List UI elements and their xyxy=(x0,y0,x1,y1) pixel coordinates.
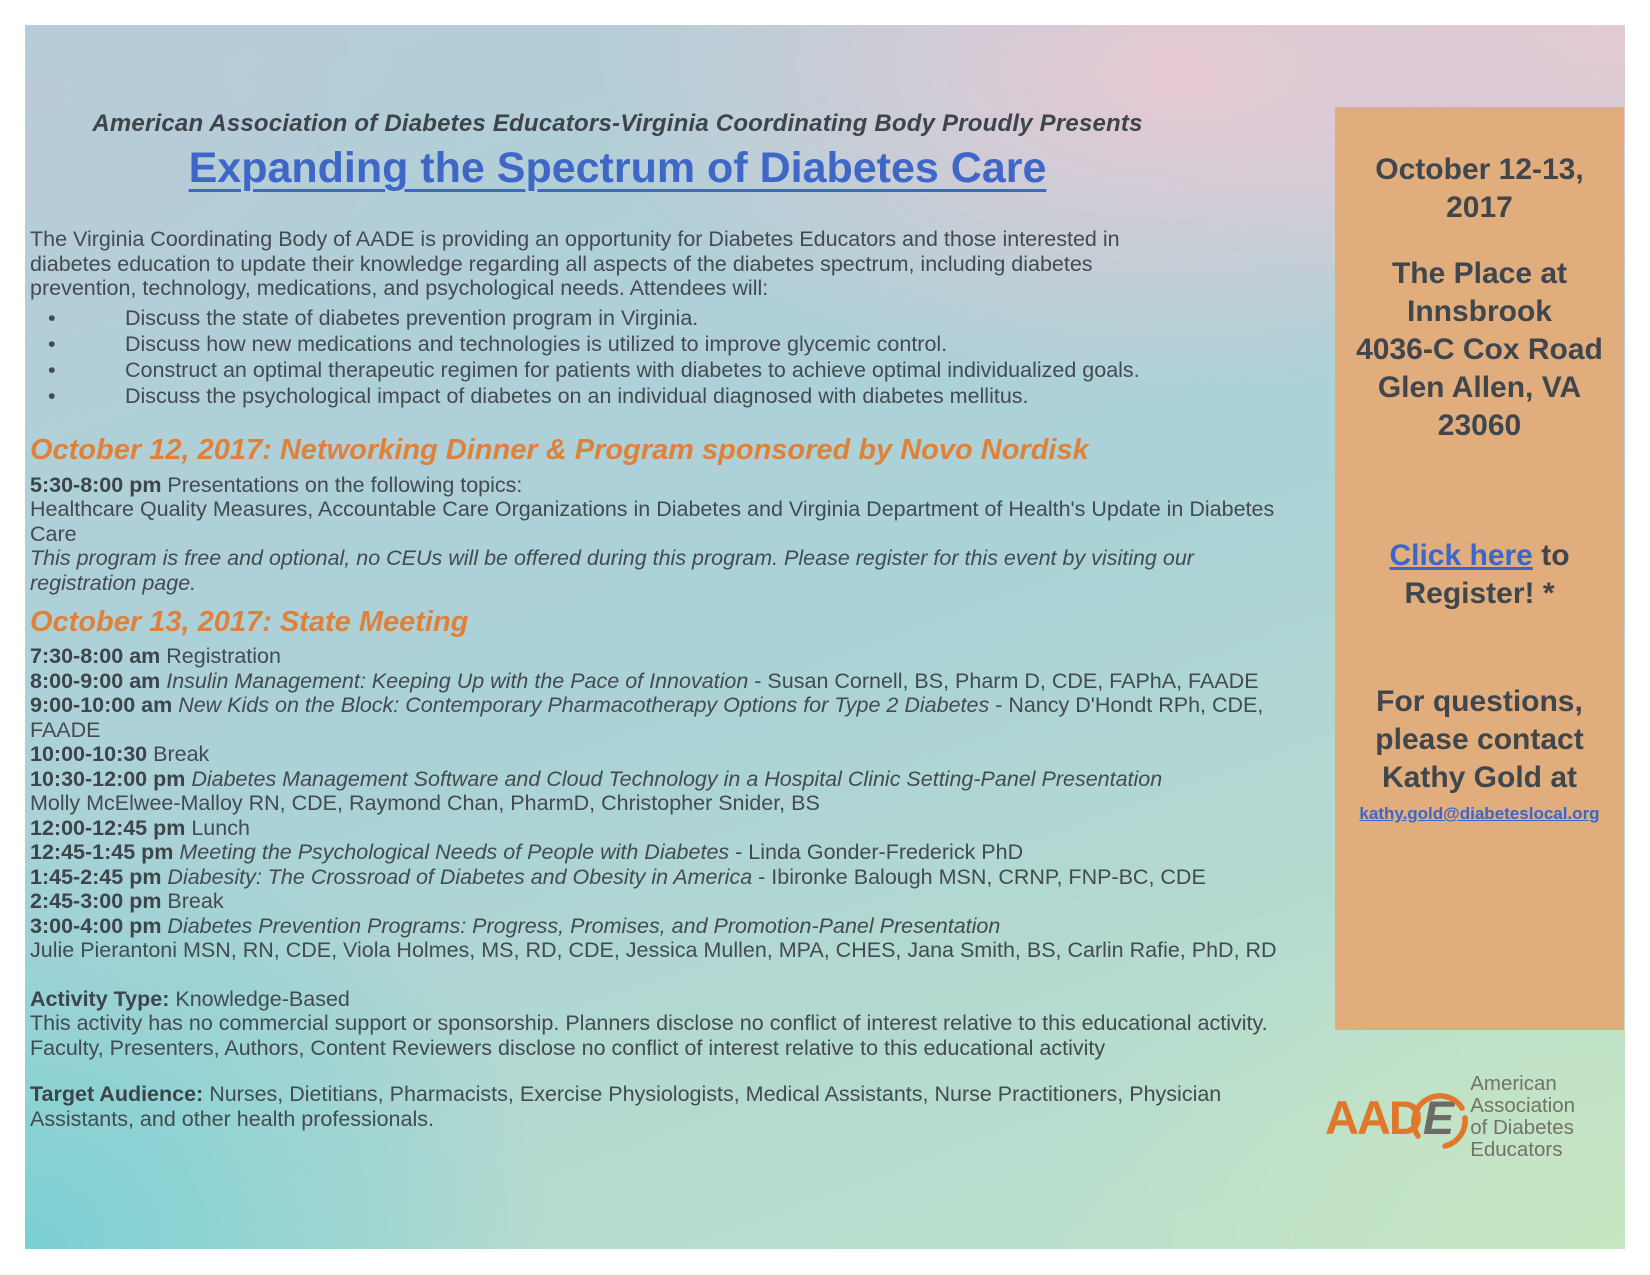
questions-text: For questions, please contact Kathy Gold at xyxy=(1375,685,1584,794)
header xyxy=(30,110,1205,193)
text-row: 8:00-9:00 am Insulin Management: Keeping Up with the Pace of Innovation - Susan Cornell, BS, Pharm D, CDE, FAPhA, FAADE xyxy=(30,668,1259,693)
logo-org-line1: American Association xyxy=(1470,1072,1576,1117)
target-audience-block xyxy=(30,1082,1320,1131)
bullet-item: • Construct an optimal therapeutic regimen for patients with diabetes to achieve optimal individualized goals. xyxy=(30,357,1290,383)
click-here-link[interactable]: Click here xyxy=(1389,539,1533,572)
flyer-page xyxy=(25,25,1625,1249)
oct12-details xyxy=(30,473,1320,596)
text-row: This activity has no commercial support or sponsorship. Planners disclose no conflict of interest relative to this educational activity. xyxy=(30,1011,1268,1036)
sb-line: The Place at Innsbrook xyxy=(1391,257,1568,328)
aade-logo-text xyxy=(1470,1073,1625,1161)
event-info-sidebar xyxy=(1335,107,1624,1030)
text-row: 3:00-4:00 pm Diabetes Prevention Programs: Progress, Promises, and Promotion-Panel Presentation xyxy=(30,913,1001,938)
aade-logo-mark xyxy=(1325,1090,1453,1144)
logo-aad-text: AAD xyxy=(1325,1090,1421,1144)
intro-paragraph: The Virginia Coordinating Body of AADE is providing an opportunity for Diabetes Educators and those interested in diabetes education to update their knowledge regarding all aspects of the diabetes spectrum, including diabetes prevention, technology, medications, and psychological needs. Attendees will: xyxy=(30,227,1120,301)
bullet-item: • Discuss how new medications and technologies is utilized to improve glycemic control. xyxy=(30,331,1290,357)
text-row: Faculty, Presenters, Authors, Content Reviewers disclose no conflict of interest relative to this educational activity xyxy=(30,1035,1106,1060)
logo-e-text: E xyxy=(1422,1090,1453,1144)
event-dates: October 12-13, 2017 xyxy=(1375,153,1584,224)
register-cta xyxy=(1353,537,1606,613)
text-row: 2:45-3:00 pm Break xyxy=(30,889,224,914)
text-row: 7:30-8:00 am Registration xyxy=(30,644,281,669)
text-row: 12:45-1:45 pm Meeting the Psychological Needs of People with Diabetes - Linda Gonder-Frederick PhD xyxy=(30,840,1024,865)
logo-org-line2: of Diabetes Educators xyxy=(1470,1116,1574,1161)
activity-type-block xyxy=(30,987,1320,1061)
text-row: 9:00-10:00 am New Kids on the Block: Contemporary Pharmacotherapy Options for Type 2 Diabetes - Nancy D'Hondt RPh, CDE, FAADE xyxy=(30,693,1264,742)
text-row: 12:00-12:45 pm Lunch xyxy=(30,815,250,840)
aade-logo xyxy=(1325,1073,1625,1161)
page-title: Expanding the Spectrum of Diabetes Care xyxy=(188,144,1047,192)
text-row: Activity Type: Knowledge-Based xyxy=(30,986,350,1011)
sb-line: 4036-C Cox Road xyxy=(1356,333,1603,366)
objectives-bullet-list xyxy=(30,305,1290,409)
bullet-item: • Discuss the state of diabetes prevention program in Virginia. xyxy=(30,305,1290,331)
sb-line: Glen Allen, VA 23060 xyxy=(1377,371,1582,442)
section-heading-oct13: October 13, 2017: State Meeting xyxy=(30,606,469,639)
text-row: 1:45-2:45 pm Diabesity: The Crossroad of Diabetes and Obesity in America - Ibironke Balough MSN, CRNP, FNP-BC, CDE xyxy=(30,864,1206,889)
text-row: Healthcare Quality Measures, Accountable Care Organizations in Diabetes and Virginia Department of Health's Update in Diabetes Care xyxy=(30,497,1275,546)
email-link[interactable]: kathy.gold@diabeteslocal.org xyxy=(1359,804,1600,823)
text-row: Target Audience: Nurses, Dietitians, Pharmacists, Exercise Physiologists, Medical Assistants, Nurse Practitioners, Physician Assistants, and other health professionals. xyxy=(30,1082,1222,1131)
text-row: 10:00-10:30 Break xyxy=(30,742,210,767)
bullet-item: • Discuss the psychological impact of diabetes on an individual diagnosed with diabetes mellitus. xyxy=(30,383,1290,409)
main-content xyxy=(30,110,1320,1131)
text-row: 10:30-12:00 pm Diabetes Management Software and Cloud Technology in a Hospital Clinic Setting-Panel Presentation xyxy=(30,766,1163,791)
oct13-schedule xyxy=(30,644,1320,963)
text-row: This program is free and optional, no CEUs will be offered during this program. Please register for this event by visiting our registration page. xyxy=(30,546,1194,595)
text-row: 5:30-8:00 pm Presentations on the following topics: xyxy=(30,472,523,497)
section-heading-oct12: October 12, 2017: Networking Dinner & Program sponsored by Novo Nordisk xyxy=(30,433,1089,466)
text-row: Molly McElwee-Malloy RN, CDE, Raymond Chan, PharmD, Christopher Snider, BS xyxy=(30,791,820,816)
venue-address xyxy=(1353,255,1606,445)
text-row: Julie Pierantoni MSN, RN, CDE, Viola Holmes, MS, RD, CDE, Jessica Mullen, MPA, CHES, Jana Smith, BS, Carlin Rafie, PhD, RD xyxy=(30,938,1277,963)
register-suffix: to Register! * xyxy=(1404,539,1570,610)
presents-line: American Association of Diabetes Educators-Virginia Coordinating Body Proudly Presents xyxy=(92,110,1143,137)
